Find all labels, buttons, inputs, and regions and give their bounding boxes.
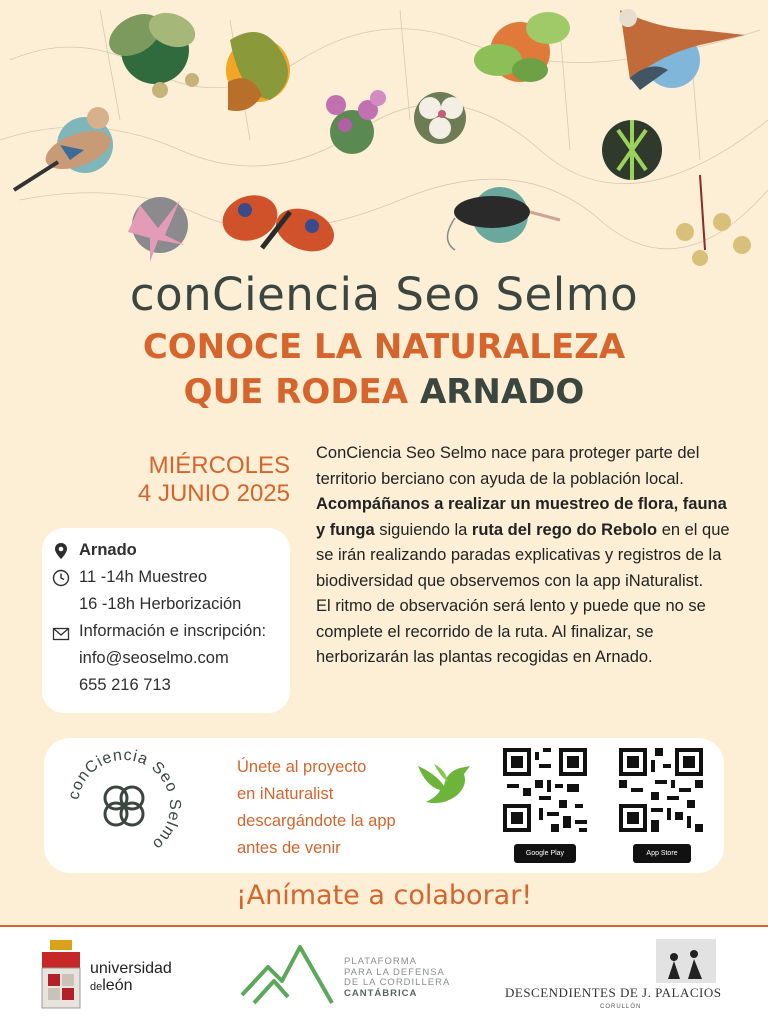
conciencia-logo [64, 746, 184, 866]
google-play-badge[interactable]: Google Play [514, 844, 576, 863]
schedule-afternoon: 16 -18h Herborización [79, 595, 242, 613]
call-to-action: ¡Anímate a colaborar! [235, 880, 533, 911]
descendientes-figure-logo [656, 939, 716, 983]
sundew-illustration [676, 175, 751, 266]
promo-line-1: Únete al proyecto [237, 758, 367, 776]
descendientes-place: CORULLÓN [600, 1004, 642, 1010]
promo-line-3: descargándote la app [237, 812, 396, 830]
logo-ring-text: conCiencia Seo Selmo [65, 746, 184, 854]
sponsor-footer [0, 927, 768, 1024]
description-text: en el que se irán realizando paradas explicativas y registros de la biodiversidad que observemos con la app iNaturalist. [316, 520, 730, 590]
plat-line-4: CANTÁBRICA [344, 987, 418, 999]
mole-illustration [448, 187, 561, 250]
butterfly-illustration [216, 188, 340, 259]
headline-line-1: CONOCE LA NATURALEZA [142, 327, 626, 367]
event-description [316, 441, 736, 671]
lily-illustration [128, 197, 188, 262]
clock-icon [52, 569, 70, 587]
universidad-leon-shield-logo [38, 938, 84, 1016]
description-closing: El ritmo de observación será lento y puede que no se complete el recorrido de la ruta. Al finalizar, se herborizarán las plantas recogidas en Arnado. [316, 597, 706, 666]
ule-line-2 [90, 977, 172, 996]
plataforma-logo-text [344, 957, 450, 999]
event-day: 4 JUNIO 2025 [137, 480, 290, 507]
mail-icon [52, 625, 70, 643]
description-text: siguiendo la [374, 520, 472, 539]
oak-leaf-illustration [226, 32, 290, 111]
white-flower-illustration [414, 92, 466, 144]
schedule-morning: 11 -14h Muestreo [79, 568, 208, 586]
inaturalist-promo-box [44, 738, 724, 873]
plat-line-2: PARA LA DEFENSA [344, 966, 445, 978]
location-pin-icon [52, 542, 70, 560]
moss-illustration [602, 120, 662, 180]
contact-phone[interactable]: 655 216 713 [79, 676, 171, 694]
plat-line-3: DE LA CORDILLERA [344, 977, 451, 988]
description-bold-route: ruta del rego do Rebolo [471, 520, 658, 539]
contact-label: Información e inscripción: [79, 622, 267, 640]
app-store-badge[interactable]: App Store [633, 844, 691, 863]
page-title: conCiencia Seo Selmo [129, 268, 639, 321]
universidad-leon-logo-text [90, 960, 172, 996]
plat-line-1: PLATAFORMA [344, 956, 417, 967]
green-leaves-illustration [474, 12, 570, 82]
jay-bird-illustration [14, 107, 115, 190]
event-weekday: MIÉRCOLES [148, 452, 290, 479]
description-bold-sampling: Acompáñanos a realizar un muestreo de flora, fauna y funga [316, 495, 727, 539]
description-intro: ConCiencia Seo Selmo nace para proteger parte del territorio berciano con ayuda de la población local. [316, 444, 700, 488]
nature-illustration [0, 0, 768, 275]
description-activity [316, 492, 736, 594]
event-date [138, 452, 290, 508]
shrike-bird-illustration [619, 9, 745, 90]
orchid-illustration [326, 90, 386, 154]
ule-leon: león [102, 977, 133, 994]
descendientes-name: DESCENDIENTES DE J. PALACIOS [505, 985, 722, 1000]
headline-line-2 [0, 372, 768, 412]
promo-line-2: en iNaturalist [237, 785, 334, 803]
mountain-logo [238, 941, 336, 1005]
event-location: Arnado [79, 541, 137, 559]
event-info-box [42, 528, 290, 713]
headline-dark-part: ARNADO [419, 372, 585, 412]
svg-text:conCiencia Seo Selmo [65, 747, 183, 853]
inaturalist-bird-icon [416, 756, 478, 810]
promo-line-4: antes de venir [237, 839, 341, 857]
ule-line-1: universidad [90, 960, 172, 977]
headline-orange-part: QUE RODEA [183, 372, 409, 412]
ule-de: de [90, 981, 103, 993]
contact-email[interactable]: info@seoselmo.com [79, 649, 229, 667]
qr-code-app-store[interactable] [619, 748, 703, 832]
qr-code-google-play[interactable] [503, 748, 587, 832]
promo-text [237, 754, 437, 862]
